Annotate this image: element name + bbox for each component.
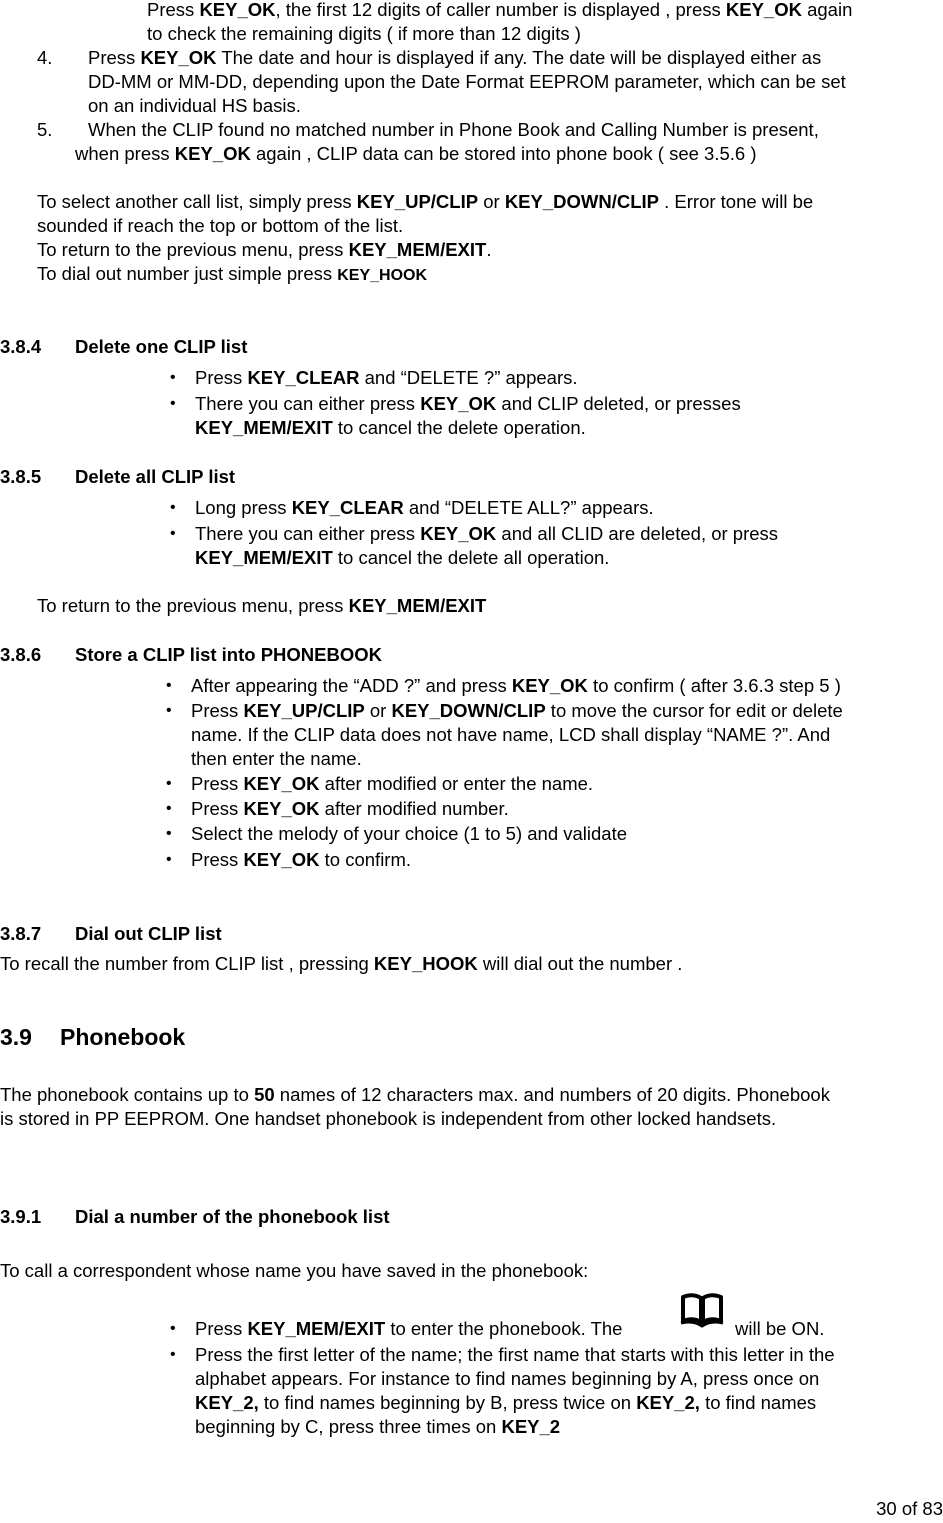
bullet-text: Press KEY_CLEAR and “DELETE ?” appears.	[195, 367, 578, 388]
section-title: Delete one CLIP list	[75, 336, 248, 357]
continued-text-line: to check the remaining digits ( if more than 12 digits )	[147, 23, 581, 44]
paragraph-line: To return to the previous menu, press KEY_MEM/EXIT	[37, 595, 487, 616]
bullet: •	[166, 851, 172, 868]
paragraph-line: To return to the previous menu, press KEY_MEM/EXIT.	[37, 239, 492, 260]
bullet-text: Press KEY_UP/CLIP or KEY_DOWN/CLIP to move the cursor for edit or delete	[191, 700, 843, 721]
section-number: 3.9.1	[0, 1206, 42, 1227]
bullet-text: Press KEY_OK to confirm.	[191, 849, 412, 870]
bullet: •	[166, 800, 172, 817]
bullet: •	[170, 395, 176, 412]
list-item-text: on an individual HS basis.	[88, 95, 301, 116]
paragraph-line: is stored in PP EEPROM. One handset phonebook is independent from other locked handsets.	[0, 1108, 777, 1129]
bullet: •	[170, 369, 176, 386]
list-item-text: Press KEY_OK The date and hour is displayed if any. The date will be displayed either as	[88, 47, 822, 68]
phonebook-icon	[679, 1291, 725, 1329]
paragraph-line: To call a correspondent whose name you have saved in the phonebook:	[0, 1260, 589, 1281]
bullet: •	[170, 499, 176, 516]
bullet-text: name. If the CLIP data does not have name, LCD shall display “NAME ?”. And	[191, 724, 831, 745]
bullet-text: alphabet appears. For instance to find names beginning by A, press once on	[195, 1368, 820, 1389]
bullet: •	[166, 677, 172, 694]
list-item-text: When the CLIP found no matched number in Phone Book and Calling Number is present,	[88, 119, 819, 140]
bullet-text: Press the first letter of the name; the first name that starts with this letter in the	[195, 1344, 835, 1365]
page-number: 30 of 83	[876, 1498, 943, 1519]
list-number: 5.	[37, 119, 53, 140]
paragraph-line: The phonebook contains up to 50 names of 12 characters max. and numbers of 20 digits. Phonebook	[0, 1084, 830, 1105]
continued-text-line: Press KEY_OK, the first 12 digits of caller number is displayed , press KEY_OK again	[147, 0, 853, 20]
section-number: 3.8.5	[0, 466, 42, 487]
bullet: •	[166, 825, 172, 842]
bullet: •	[166, 775, 172, 792]
paragraph-line: sounded if reach the top or bottom of the list.	[37, 215, 404, 236]
section-title: Store a CLIP list into PHONEBOOK	[75, 644, 383, 665]
bullet-text: Press KEY_OK after modified number.	[191, 798, 509, 819]
bullet-text: Press KEY_MEM/EXIT to enter the phonebook. The	[195, 1318, 623, 1339]
bullet: •	[170, 1320, 176, 1337]
list-item-text: when press KEY_OK again , CLIP data can be stored into phone book ( see 3.5.6 )	[75, 143, 757, 164]
bullet-text: Press KEY_OK after modified or enter the name.	[191, 773, 594, 794]
bullet-text: KEY_MEM/EXIT to cancel the delete all operation.	[195, 547, 610, 568]
paragraph-line: To recall the number from CLIP list , pressing KEY_HOOK will dial out the number .	[0, 953, 683, 974]
bullet-text: KEY_2, to find names beginning by B, press twice on KEY_2, to find names	[195, 1392, 817, 1413]
bullet-text: will be ON.	[735, 1318, 825, 1339]
list-item-text: DD-MM or MM-DD, depending upon the Date Format EEPROM parameter, which can be set	[88, 71, 846, 92]
chapter-title: Phonebook	[60, 1024, 186, 1050]
bullet: •	[170, 1346, 176, 1363]
bullet-text: beginning by C, press three times on KEY_2	[195, 1416, 561, 1437]
paragraph-line: To dial out number just simple press KEY_HOOK	[37, 263, 428, 284]
bullet-text: There you can either press KEY_OK and all CLID are deleted, or press	[195, 523, 779, 544]
section-number: 3.8.4	[0, 336, 42, 357]
bullet: •	[170, 525, 176, 542]
section-number: 3.8.6	[0, 644, 42, 665]
bullet-text: After appearing the “ADD ?” and press KEY_OK to confirm ( after 3.6.3 step 5 )	[191, 675, 841, 696]
bullet-text: then enter the name.	[191, 748, 362, 769]
section-title: Dial a number of the phonebook list	[75, 1206, 390, 1227]
bullet-text: Long press KEY_CLEAR and “DELETE ALL?” appears.	[195, 497, 654, 518]
bullet-text: KEY_MEM/EXIT to cancel the delete operation.	[195, 417, 586, 438]
paragraph-line: To select another call list, simply press KEY_UP/CLIP or KEY_DOWN/CLIP . Error tone will be	[37, 191, 814, 212]
bullet: •	[166, 702, 172, 719]
list-number: 4.	[37, 47, 53, 68]
section-number: 3.8.7	[0, 923, 42, 944]
section-title: Delete all CLIP list	[75, 466, 236, 487]
bullet-text: There you can either press KEY_OK and CLIP deleted, or presses	[195, 393, 741, 414]
bullet-text: Select the melody of your choice (1 to 5) and validate	[191, 823, 628, 844]
chapter-number: 3.9	[0, 1024, 32, 1050]
section-title: Dial out CLIP list	[75, 923, 222, 944]
